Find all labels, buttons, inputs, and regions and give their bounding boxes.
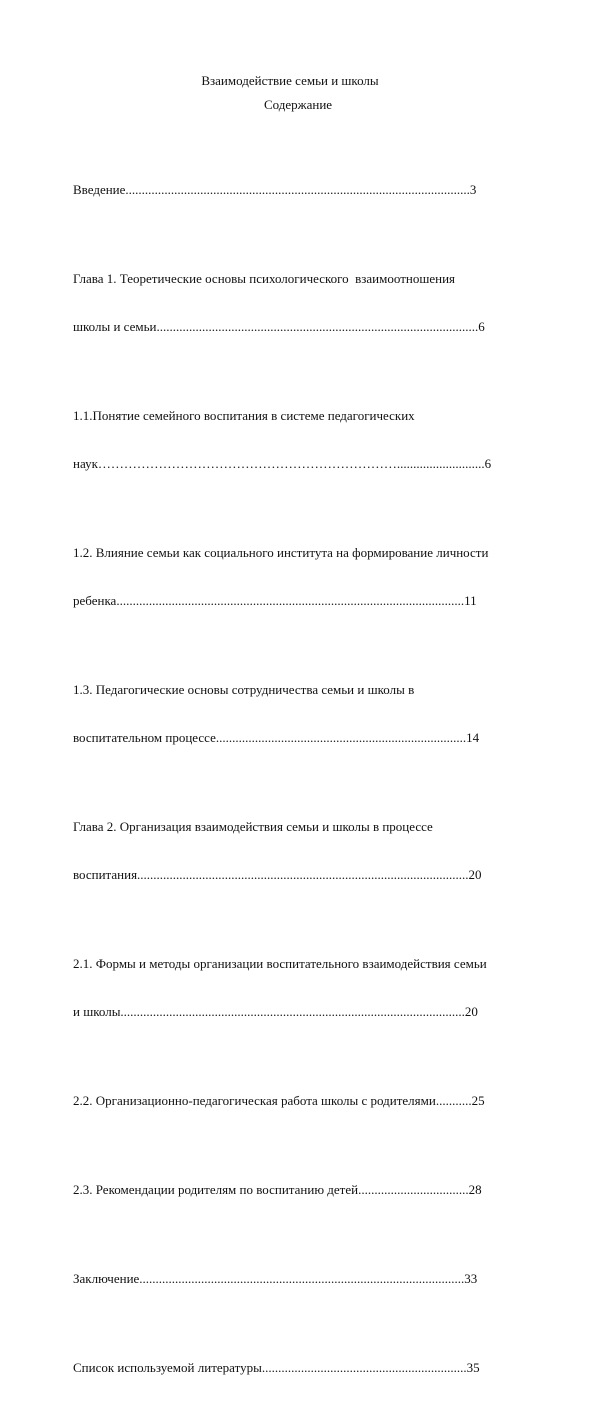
- toc-line: 2.1. Формы и методы организации воспитательного взаимодействия семьи: [73, 956, 487, 971]
- toc-entry-introduction: [73, 150, 533, 230]
- toc-entry-conclusion: [73, 1239, 533, 1319]
- table-of-contents: [73, 150, 533, 1417]
- toc-line: воспитания......................................................................................................20: [73, 867, 482, 882]
- toc-entry-section-2-3: [73, 1150, 533, 1230]
- toc-entry-section-2-1: [73, 924, 533, 1052]
- toc-line: 2.3. Рекомендации родителям по воспитанию детей..................................28: [73, 1182, 482, 1197]
- toc-entry-chapter-1: [73, 239, 533, 367]
- toc-line: Глава 2. Организация взаимодействия семьи и школы в процессе: [73, 819, 433, 834]
- toc-line: Список используемой литературы...............................................................35: [73, 1360, 480, 1375]
- toc-line: Введение..........................................................................................................3: [73, 182, 477, 197]
- toc-line: наук……………………………………………………………...........................6: [73, 456, 492, 471]
- toc-line: ребенка...........................................................................................................11: [73, 593, 477, 608]
- toc-line: воспитательном процессе.............................................................................14: [73, 730, 480, 745]
- toc-heading: Содержание: [263, 97, 333, 112]
- toc-entry-section-1-1: [73, 376, 533, 504]
- toc-line: школы и семьи...................................................................................................6: [73, 319, 485, 334]
- toc-entry-chapter-2: [73, 787, 533, 915]
- toc-line: 2.2. Организационно-педагогическая работа школы с родителями...........25: [73, 1093, 485, 1108]
- toc-line: и школы..........................................................................................................20: [73, 1004, 478, 1019]
- toc-entry-section-1-3: [73, 650, 533, 778]
- toc-line: 1.2. Влияние семьи как социального института на формирование личности: [73, 545, 489, 560]
- document-title: Взаимодействие семьи и школы: [201, 73, 379, 88]
- toc-line: 1.1.Понятие семейного воспитания в системе педагогических: [73, 408, 415, 423]
- toc-entry-section-2-2: [73, 1061, 533, 1141]
- toc-entry-section-1-2: [73, 513, 533, 641]
- toc-line: 1.3. Педагогические основы сотрудничества семьи и школы в: [73, 682, 415, 697]
- toc-line: Заключение....................................................................................................33: [73, 1271, 478, 1286]
- toc-line: Глава 1. Теоретические основы психологического взаимоотношения: [73, 271, 456, 286]
- toc-entry-references: [73, 1328, 533, 1408]
